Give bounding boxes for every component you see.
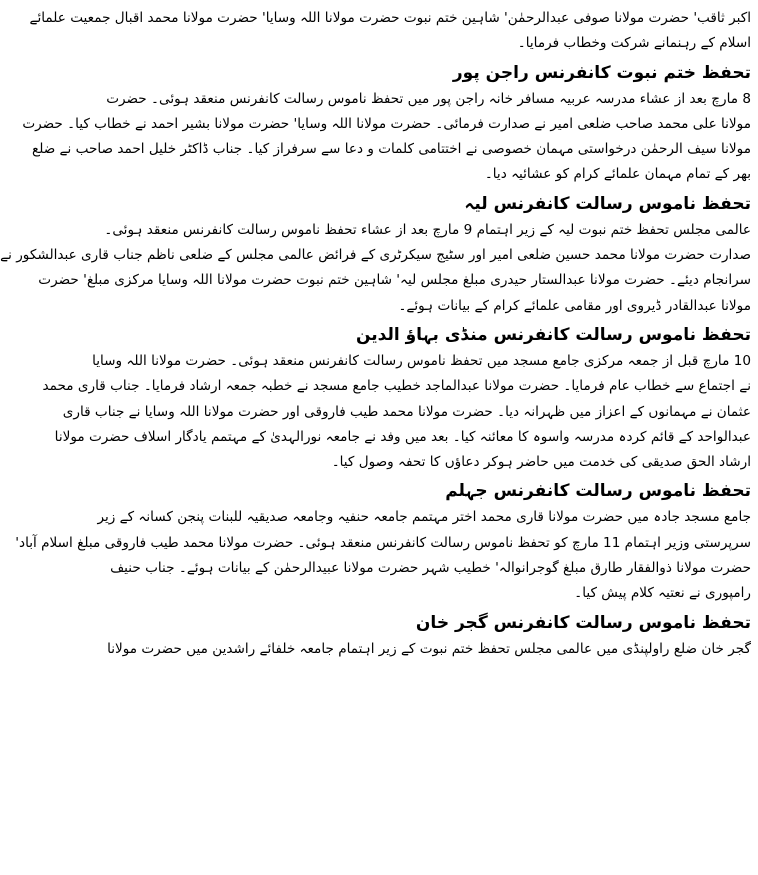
paragraph-line: مولانا سیف الرحمٰن درخواستی مہمان خصوصی نے اختتامی کلمات و دعا سے سرفراز کیا۔ جناب ڈاکٹر خلیل احمد صاحب نے ضلع: [31, 141, 751, 158]
paragraph-line: مولانا عبدالقادر ڈیروی اور مقامی علمائے کرام کے بیانات ہوئے۔: [398, 297, 751, 314]
paragraph-line: عالمی مجلس تحفظ ختم نبوت لیہ کے زیر اہتمام 9 مارچ بعد از عشاء تحفظ ناموس رسالت کانفرنس منعقد ہوئی۔: [104, 221, 751, 238]
paragraph-line: 8 مارچ بعد از عشاء مدرسہ عربیہ مسافر خانہ راجن پور میں تحفظ ناموس رسالت کانفرنس منعقد ہوئی۔ حضرت: [106, 90, 751, 107]
paragraph-line: عبدالواحد کے قائم کردہ مدرسہ واسوہ کا معائنہ کیا۔ بعد میں وفد نے جامعہ نورالہدیٰ کے مہتمم یادگار اسلاف حضرت مولانا: [54, 428, 751, 445]
section-heading: تحفظ ناموس رسالت کانفرنس گجر خان: [415, 612, 751, 633]
paragraph-line: سرانجام دیئے۔ حضرت مولانا عبدالستار حیدری مبلغ مجلس لیہ' شاہین ختم نبوت حضرت مولانا اللہ وسایا مرکزی مبلغ' حضرت: [38, 272, 751, 289]
paragraph-line: حضرت مولانا ذوالفقار طارق مبلغ گوجرانوالہ' خطیب شہر حضرت مولانا عبیدالرحمٰن کے بیانات ہوئے۔ جناب حنیف: [110, 560, 751, 577]
article-gujar-khan: [107, 609, 751, 662]
article-layyah: [0, 190, 751, 319]
section-heading: تحفظ ناموس رسالت کانفرنس جہلم: [445, 481, 751, 502]
article-rajanpur: [22, 59, 751, 188]
paragraph-line: صدارت حضرت مولانا محمد حسین ضلعی امیر اور سٹیج سیکرٹری کے فرائض عالمی مجلس کے ضلعی ناظم جناب قاری عبدالشکور نے: [0, 247, 751, 264]
paragraph-line: ارشاد الحق صدیقی کی خدمت میں حاضر ہوکر دعاؤں کا تحفہ وصول کیا۔: [331, 454, 751, 471]
paragraph-line: گجر خان ضلع راولپنڈی میں عالمی مجلس تحفظ ختم نبوت کے زیر اہتمام جامعہ خلفائے راشدین میں حضرت مولانا: [107, 640, 751, 657]
article-jhelum: [15, 477, 751, 606]
paragraph-line: نے اجتماع سے خطاب عام فرمایا۔ حضرت مولانا عبدالماجد خطیب جامع مسجد نے خطبہ جمعہ ارشاد فرمایا۔ جناب قاری محمد: [42, 378, 751, 395]
section-heading: تحفظ ناموس رسالت کانفرنس منڈی بہاؤ الدین: [355, 324, 751, 345]
paragraph-line: اکبر ثاقب' حضرت مولانا صوفی عبدالرحمٰن' شاہین ختم نبوت حضرت مولانا اللہ وسایا' حضرت مولانا محمد اقبال جمعیت علمائے: [29, 10, 751, 26]
paragraph-line: بھر کے تمام مہمان علمائے کرام کو عشائیہ دیا۔: [484, 166, 751, 183]
section-heading: تحفظ ختم نبوت کانفرنس راجن پور: [452, 62, 751, 83]
paragraph-line: عثمان نے مہمانوں کے اعزاز میں ظہرانہ دیا۔ حضرت مولانا محمد طیب فاروقی اور حضرت مولانا اللہ وسایا نے جناب قاری: [62, 403, 751, 420]
section-heading: تحفظ ناموس رسالت کانفرنس لیہ: [464, 193, 751, 214]
paragraph-line: رامپوری نے نعتیہ کلام پیش کیا۔: [574, 585, 751, 602]
article-mandi-bahauddin: [42, 321, 751, 475]
paragraph-line: اسلام کے رہنمانے شرکت وخطاب فرمایا۔: [517, 35, 751, 52]
paragraph-line: 10 مارچ قبل از جمعہ مرکزی جامع مسجد میں تحفظ ناموس رسالت کانفرنس منعقد ہوئی۔ حضرت مولانا اللہ وسایا: [92, 352, 751, 369]
paragraph-line: جامع مسجد جادہ میں حضرت مولانا قاری محمد اختر مہتمم جامعہ حنفیہ وجامعہ صدیقیہ للبنات پنجن کسانہ کے زیر: [97, 509, 751, 526]
article-intro: [29, 6, 751, 57]
paragraph-line: مولانا علی محمد صاحب ضلعی امیر نے صدارت فرمائی۔ حضرت مولانا اللہ وسایا' حضرت مولانا بشیر احمد نے خطاب کیا۔ حضرت: [22, 115, 751, 132]
paragraph-line: سرپرستی وزیر اہتمام 11 مارچ کو تحفظ ناموس رسالت کانفرنس منعقد ہوئی۔ حضرت مولانا محمد طیب فاروقی مبلغ اسلام آباد': [15, 534, 751, 551]
